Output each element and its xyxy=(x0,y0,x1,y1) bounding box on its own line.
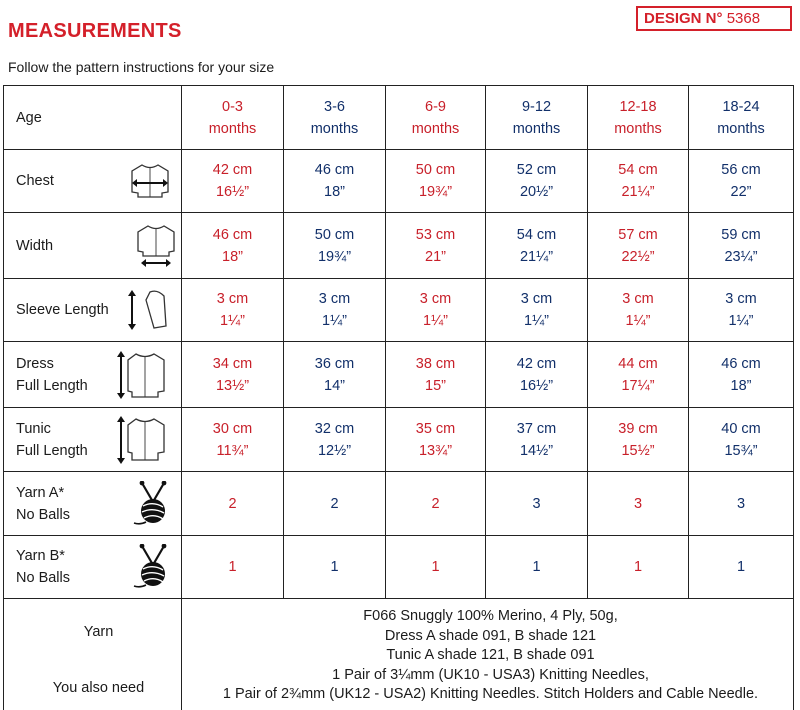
yarn-ball-icon xyxy=(132,481,174,527)
cell-secondary-value: 13¾” xyxy=(418,442,453,459)
measurement-row xyxy=(4,408,794,472)
measurement-cell xyxy=(486,342,588,408)
measurement-cell xyxy=(689,342,794,408)
measurement-cell xyxy=(486,472,588,536)
measurement-cell xyxy=(386,472,486,536)
cell-primary-value: 3 cm xyxy=(216,291,249,307)
cell-primary-value: 56 cm xyxy=(721,162,761,178)
row-label-line: Sleeve Length xyxy=(16,302,109,318)
measurement-cell xyxy=(386,150,486,213)
row-label-line: Dress xyxy=(16,355,54,372)
age-range: 0-3 xyxy=(222,98,243,115)
cell-primary-value: 50 cm xyxy=(314,226,355,243)
width-diagram-icon xyxy=(134,223,178,269)
measurement-cell xyxy=(386,279,486,342)
cell-primary-value: 42 cm xyxy=(516,355,557,372)
row-label-line: Chest xyxy=(16,173,54,189)
cell-primary-value: 35 cm xyxy=(415,420,456,437)
age-unit: months xyxy=(512,120,561,137)
age-column-header xyxy=(588,86,689,150)
measurement-cell xyxy=(689,472,794,536)
age-unit: months xyxy=(411,120,460,137)
row-label-line: Yarn A* xyxy=(16,484,65,501)
age-unit: months xyxy=(614,120,662,137)
measurement-cell xyxy=(182,408,284,472)
cell-secondary-value: 1¼” xyxy=(220,313,245,329)
cell-primary-value: 2 xyxy=(431,495,440,512)
cell-primary-value: 54 cm xyxy=(618,162,658,178)
chest-diagram-icon xyxy=(126,161,174,201)
age-column-header xyxy=(386,86,486,150)
design-number-box xyxy=(636,6,792,31)
age-range: 18-24 xyxy=(722,98,760,115)
row-label-cell xyxy=(4,213,182,279)
cell-primary-value: 32 cm xyxy=(314,420,355,437)
measurement-cell xyxy=(486,150,588,213)
measurement-cell xyxy=(588,150,689,213)
cell-primary-value: 1 xyxy=(431,559,440,575)
cell-primary-value: 38 cm xyxy=(415,355,456,372)
row-label-line: Tunic xyxy=(16,420,51,437)
age-range: 12-18 xyxy=(619,98,657,115)
age-range: 6-9 xyxy=(425,98,446,115)
cell-secondary-value: 1¼” xyxy=(728,313,754,329)
measurement-row xyxy=(4,342,794,408)
row-label-line: Full Length xyxy=(16,442,88,459)
footer-labels-cell xyxy=(4,599,182,710)
footer-line: F066 Snuggly 100% Merino, 4 Ply, 50g, xyxy=(363,608,618,625)
row-label xyxy=(16,235,53,257)
cell-secondary-value: 21¼” xyxy=(519,248,554,265)
cell-secondary-value: 19¾” xyxy=(317,248,352,265)
cell-secondary-value: 16½” xyxy=(215,184,250,200)
dress-length-diagram-icon xyxy=(114,349,166,401)
row-label-line: Width xyxy=(16,237,54,254)
measurement-cell xyxy=(486,279,588,342)
measurement-cell xyxy=(284,213,386,279)
measurement-cell xyxy=(182,342,284,408)
measurement-cell xyxy=(386,213,486,279)
measurement-cell xyxy=(386,408,486,472)
footer-line: Dress A shade 091, B shade 121 xyxy=(384,627,597,644)
cell-secondary-value: 1¼” xyxy=(524,313,549,329)
row-label-cell xyxy=(4,279,182,342)
cell-primary-value: 1 xyxy=(330,559,339,575)
cell-secondary-value: 15” xyxy=(425,377,446,394)
measurement-cell xyxy=(386,536,486,599)
measurement-row xyxy=(4,472,794,536)
cell-secondary-value: 20½” xyxy=(519,184,554,200)
measurement-cell xyxy=(182,279,284,342)
row-label-cell xyxy=(4,408,182,472)
measurement-cell xyxy=(486,536,588,599)
cell-secondary-value: 16½” xyxy=(519,377,554,394)
measurement-cell xyxy=(284,279,386,342)
row-label xyxy=(16,545,70,589)
measurement-cell xyxy=(689,536,794,599)
row-label-line: No Balls xyxy=(16,570,70,586)
row-label-line: Full Length xyxy=(16,377,88,394)
row-label-line: No Balls xyxy=(16,506,70,523)
cell-secondary-value: 18” xyxy=(730,377,752,394)
row-label xyxy=(16,170,54,192)
cell-primary-value: 3 cm xyxy=(419,291,452,307)
age-range: 3-6 xyxy=(324,98,345,115)
measurement-cell xyxy=(588,408,689,472)
cell-secondary-value: 13½” xyxy=(215,377,250,394)
cell-primary-value: 44 cm xyxy=(618,355,658,372)
cell-secondary-value: 22” xyxy=(730,184,752,200)
row-label xyxy=(16,482,70,526)
row-label-cell xyxy=(4,150,182,213)
age-column-header xyxy=(689,86,794,150)
row-label-line: Yarn B* xyxy=(16,548,65,564)
tunic-length-diagram-icon xyxy=(114,414,166,466)
cell-primary-value: 3 cm xyxy=(520,291,553,307)
age-range: 9-12 xyxy=(521,98,552,115)
page-title: MEASUREMENTS xyxy=(8,20,182,42)
measurement-cell xyxy=(689,279,794,342)
measurement-row xyxy=(4,536,794,599)
cell-secondary-value: 12½” xyxy=(317,442,352,459)
row-label xyxy=(16,353,88,397)
cell-secondary-value: 18” xyxy=(222,248,243,265)
cell-primary-value: 2 xyxy=(228,495,237,512)
cell-primary-value: 3 cm xyxy=(318,291,351,307)
cell-primary-value: 1 xyxy=(736,559,746,575)
cell-primary-value: 42 cm xyxy=(212,162,253,178)
measurement-cell xyxy=(588,536,689,599)
yarn-ball-icon xyxy=(132,544,174,590)
cell-primary-value: 59 cm xyxy=(721,226,761,243)
measurement-cell xyxy=(689,408,794,472)
design-number: 5368 xyxy=(726,10,761,27)
row-label-age xyxy=(4,86,182,150)
row-label-cell xyxy=(4,536,182,599)
footer-line: Tunic A shade 121, B shade 091 xyxy=(386,647,595,664)
row-label-text: Age xyxy=(16,109,42,126)
cell-secondary-value: 23¼” xyxy=(724,248,758,265)
age-unit: months xyxy=(208,120,257,137)
age-column-header xyxy=(486,86,588,150)
cell-primary-value: 46 cm xyxy=(212,226,253,243)
measurement-cell xyxy=(486,408,588,472)
also-need-label: You also need xyxy=(52,679,145,696)
cell-secondary-value: 17¼” xyxy=(621,377,655,394)
measurement-cell xyxy=(182,536,284,599)
cell-primary-value: 34 cm xyxy=(212,355,253,372)
cell-primary-value: 30 cm xyxy=(212,420,253,437)
age-unit: months xyxy=(717,120,765,137)
cell-primary-value: 1 xyxy=(228,559,237,575)
yarn-label: Yarn xyxy=(83,624,114,640)
measurement-cell xyxy=(689,213,794,279)
measurement-cell xyxy=(386,342,486,408)
row-label-cell xyxy=(4,472,182,536)
age-column-header xyxy=(182,86,284,150)
footer-line: 1 Pair of 2¾mm (UK12 - USA2) Knitting Needles. Stitch Holders and Cable Needle. xyxy=(222,686,759,703)
cell-primary-value: 1 xyxy=(532,559,541,575)
row-label xyxy=(16,418,88,462)
cell-primary-value: 3 cm xyxy=(622,291,654,307)
age-column-header xyxy=(284,86,386,150)
measurements-table xyxy=(3,85,794,710)
cell-primary-value: 3 cm xyxy=(725,291,757,307)
cell-primary-value: 2 xyxy=(330,495,339,512)
cell-primary-value: 3 xyxy=(633,495,643,512)
measurement-cell xyxy=(284,408,386,472)
cell-primary-value: 3 xyxy=(532,495,541,512)
cell-primary-value: 54 cm xyxy=(516,226,557,243)
cell-primary-value: 36 cm xyxy=(314,355,355,372)
cell-primary-value: 3 xyxy=(736,495,746,512)
sleeve-diagram-icon xyxy=(124,286,170,334)
cell-secondary-value: 19¾” xyxy=(418,184,453,200)
measurement-row xyxy=(4,213,794,279)
measurement-cell xyxy=(284,150,386,213)
cell-secondary-value: 22½” xyxy=(621,248,655,265)
cell-secondary-value: 14” xyxy=(324,377,345,394)
cell-secondary-value: 15¾” xyxy=(724,442,758,459)
measurement-cell xyxy=(588,279,689,342)
cell-primary-value: 50 cm xyxy=(415,162,456,178)
measurement-row xyxy=(4,150,794,213)
cell-primary-value: 37 cm xyxy=(516,420,557,437)
measurement-cell xyxy=(182,213,284,279)
row-label-cell xyxy=(4,342,182,408)
cell-primary-value: 52 cm xyxy=(516,162,557,178)
footer-text-cell xyxy=(182,599,794,710)
measurement-cell xyxy=(588,472,689,536)
subtitle: Follow the pattern instructions for your size xyxy=(8,59,275,75)
cell-secondary-value: 11¾” xyxy=(216,442,249,459)
cell-secondary-value: 21” xyxy=(425,248,446,265)
measurement-cell xyxy=(284,342,386,408)
measurement-cell xyxy=(689,150,794,213)
age-unit: months xyxy=(310,120,359,137)
footer-row xyxy=(4,599,794,710)
cell-primary-value: 53 cm xyxy=(415,226,456,243)
measurement-cell xyxy=(284,536,386,599)
cell-secondary-value: 14½” xyxy=(519,442,554,459)
measurement-cell xyxy=(588,342,689,408)
cell-secondary-value: 1¼” xyxy=(423,313,448,329)
cell-secondary-value: 15½” xyxy=(621,442,655,459)
measurement-cell xyxy=(284,472,386,536)
measurement-cell xyxy=(486,213,588,279)
measurement-cell xyxy=(182,472,284,536)
cell-secondary-value: 18” xyxy=(324,184,345,200)
measurement-cell xyxy=(182,150,284,213)
cell-secondary-value: 21¼” xyxy=(621,184,655,200)
cell-primary-value: 39 cm xyxy=(618,420,658,437)
cell-secondary-value: 1¼” xyxy=(625,313,651,329)
row-label xyxy=(16,299,109,321)
cell-primary-value: 1 xyxy=(633,559,643,575)
measurement-row xyxy=(4,279,794,342)
measurement-cell xyxy=(588,213,689,279)
cell-primary-value: 46 cm xyxy=(314,162,355,178)
cell-primary-value: 57 cm xyxy=(618,226,658,243)
design-prefix: DESIGN N° xyxy=(644,10,723,27)
cell-secondary-value: 1¼” xyxy=(322,313,347,329)
cell-primary-value: 46 cm xyxy=(721,355,761,372)
age-header-row xyxy=(4,86,794,150)
footer-line: 1 Pair of 3¼mm (UK10 - USA3) Knitting Needles, xyxy=(332,666,649,683)
cell-primary-value: 40 cm xyxy=(721,420,761,437)
